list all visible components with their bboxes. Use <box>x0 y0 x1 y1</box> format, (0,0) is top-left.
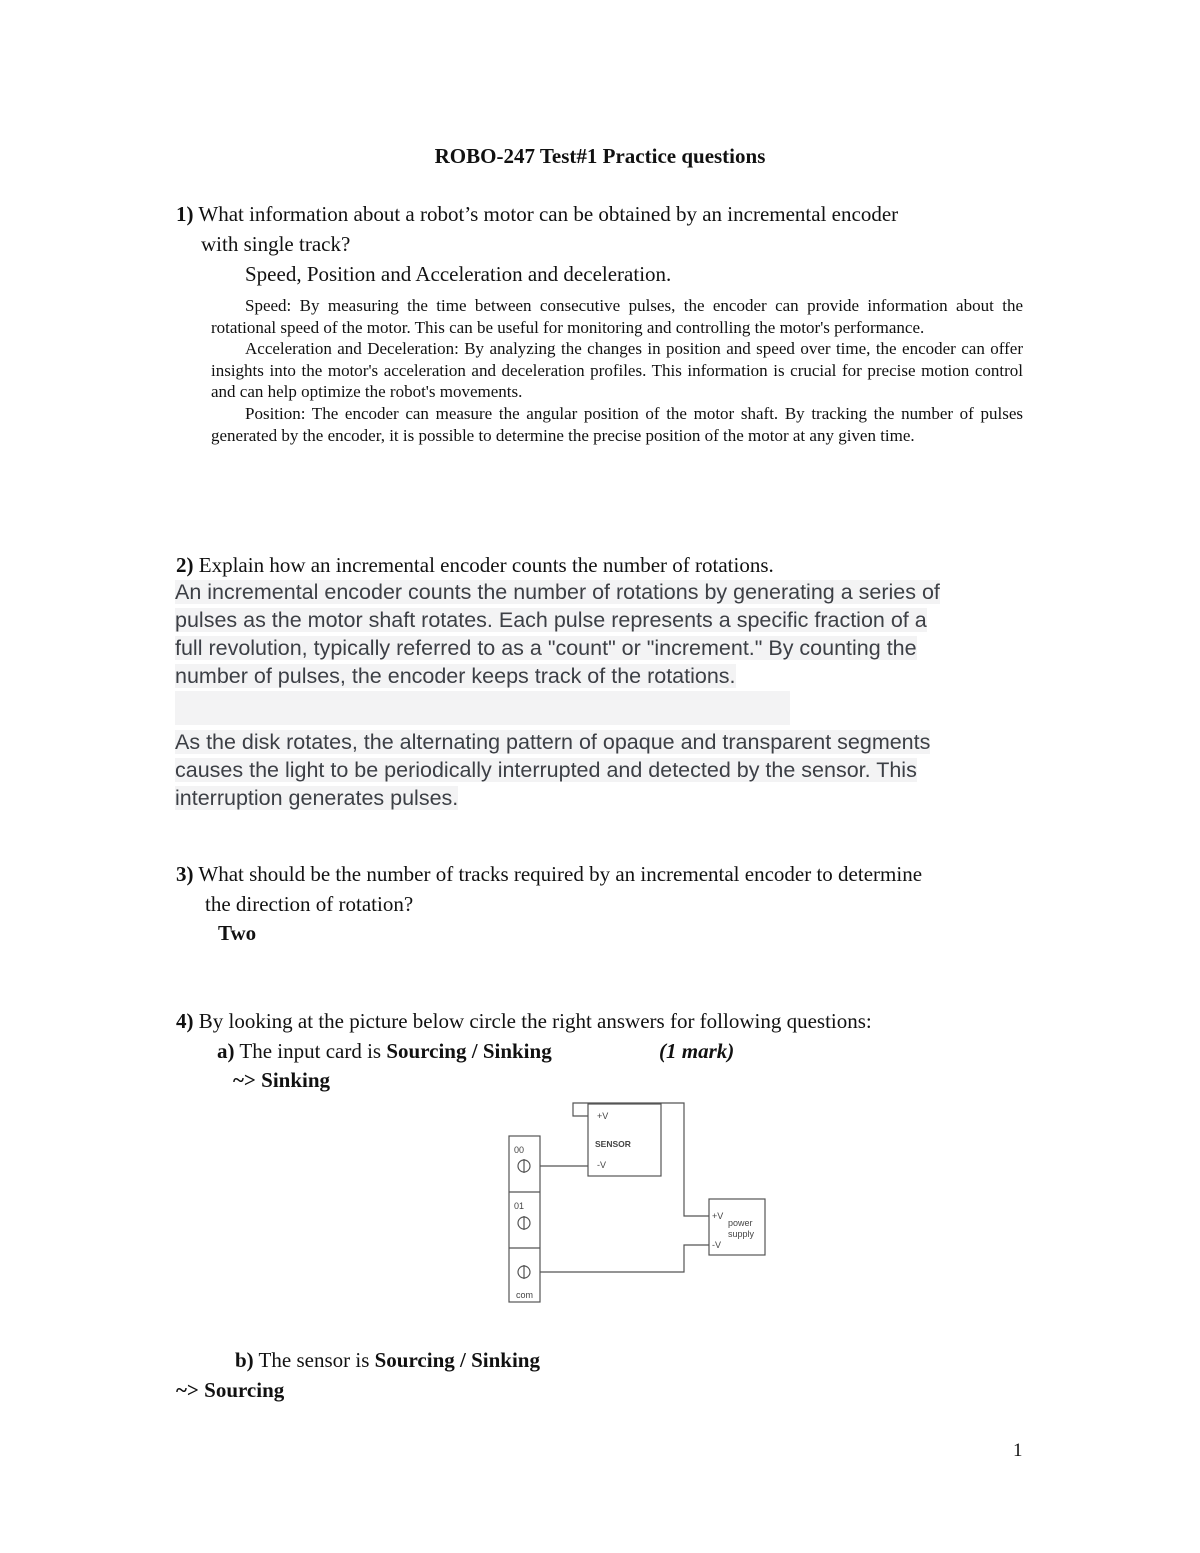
question-4-text: By looking at the picture below circle the right answers for following questions: <box>193 1009 872 1033</box>
question-4b-answer: ~> Sourcing <box>176 1378 285 1402</box>
question-4b <box>235 1348 540 1373</box>
question-3-answer: Two <box>218 921 257 945</box>
page-title: ROBO-247 Test#1 Practice questions <box>434 144 766 168</box>
question-4a <box>217 1039 552 1064</box>
terminal-00-label: 00 <box>514 1145 525 1155</box>
question-2-text: Explain how an incremental encoder counts the number of rotations. <box>193 553 774 577</box>
question-4 <box>176 1009 872 1034</box>
question-4a-label: a) <box>217 1039 235 1063</box>
question-3 <box>176 862 922 887</box>
question-3-number: 3) <box>176 862 194 886</box>
question-4b-choice: Sourcing / Sinking <box>374 1348 540 1372</box>
question-2-number: 2) <box>176 553 194 577</box>
answer-line: causes the light to be periodically interrupted and detected by the sensor. This <box>175 758 917 782</box>
question-4a-answer: ~> Sinking <box>233 1068 331 1092</box>
question-3-text: What should be the number of tracks required by an incremental encoder to determine <box>193 862 923 886</box>
question-1-answer: Speed, Position and Acceleration and deceleration. <box>245 262 672 286</box>
highlight-gap <box>175 691 790 725</box>
question-4-number: 4) <box>176 1009 194 1033</box>
ps-minus-label: -V <box>712 1240 721 1250</box>
ps-plus-label: +V <box>712 1211 724 1221</box>
terminal-01-label: 01 <box>514 1201 525 1211</box>
page-number: 1 <box>1013 1440 1023 1461</box>
question-2-answer-para2 <box>175 728 930 812</box>
question-4b-label: b) <box>235 1348 254 1372</box>
question-2-answer-para1 <box>175 578 940 690</box>
speed-paragraph: Speed: By measuring the time between consecutive pulses, the encoder can provide information about the rotational speed of the motor. This can be useful for monitoring and controlling the motor's performance. <box>211 296 1023 337</box>
position-paragraph: Position: The encoder can measure the angular position of the motor shaft. By tracking the number of pulses generated by the encoder, it is possible to determine the precise position of the motor at any given time. <box>211 403 1023 445</box>
sensor-label: SENSOR <box>595 1139 631 1149</box>
acceleration-paragraph: Acceleration and Deceleration: By analyzing the changes in position and speed over time, the encoder can offer insights into the motor's acceleration and deceleration profiles. This information is crucial for precise motion control and can help optimize the robot's movements. <box>211 339 1023 402</box>
sensor-plus-label: +V <box>597 1111 609 1121</box>
answer-line: pulses as the motor shaft rotates. Each pulse represents a specific fraction of a <box>175 608 927 632</box>
question-4b-text: The sensor is <box>253 1348 375 1372</box>
answer-line: number of pulses, the encoder keeps track of the rotations. <box>175 664 736 688</box>
answer-line: As the disk rotates, the alternating pattern of opaque and transparent segments <box>175 730 931 754</box>
sensor-minus-label: -V <box>597 1160 606 1170</box>
screw-terminal-01 <box>518 1216 530 1230</box>
screw-terminal-00 <box>518 1159 530 1173</box>
ps-label-1: power <box>728 1218 753 1228</box>
answer-line: full revolution, typically referred to as a "count" or "increment." By counting the <box>175 636 917 660</box>
question-4a-choice: Sourcing / Sinking <box>386 1039 552 1063</box>
terminal-com-label: com <box>516 1290 534 1300</box>
wiring-diagram <box>500 1095 780 1310</box>
question-2 <box>176 553 774 578</box>
ps-label-2: supply <box>728 1229 755 1239</box>
question-1-explanation <box>211 295 1023 446</box>
screw-terminal-com <box>518 1265 530 1279</box>
question-1-text: What information about a robot’s motor can be obtained by an incremental encoder <box>193 202 899 226</box>
question-4a-text: The input card is <box>234 1039 387 1063</box>
question-1 <box>176 202 898 227</box>
answer-line: An incremental encoder counts the number of rotations by generating a series of <box>175 580 940 604</box>
question-4a-mark: (1 mark) <box>659 1039 735 1063</box>
question-3-text-cont: the direction of rotation? <box>205 892 414 916</box>
question-1-text-cont: with single track? <box>201 232 351 256</box>
answer-line: interruption generates pulses. <box>175 786 459 810</box>
question-1-number: 1) <box>176 202 194 226</box>
